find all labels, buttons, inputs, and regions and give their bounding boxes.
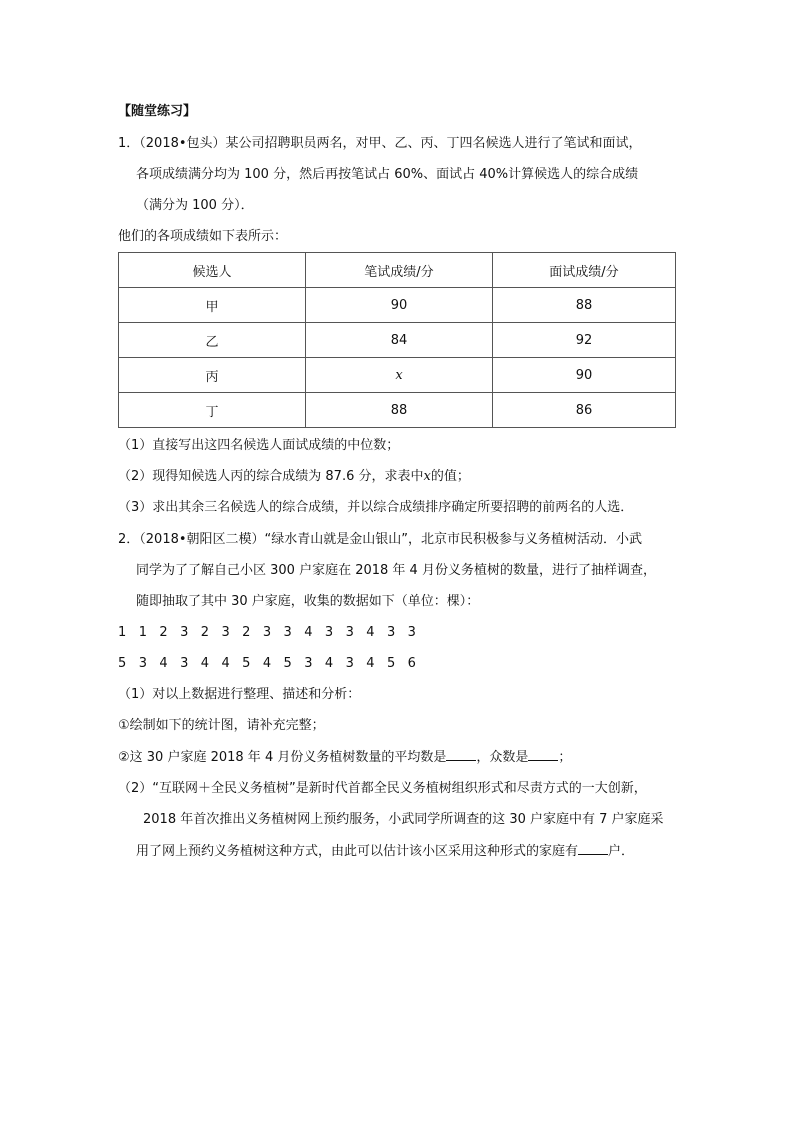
data-value: 3: [386, 625, 396, 640]
table-row: [119, 288, 676, 323]
table-cell: 84: [306, 323, 493, 358]
data-value: 4: [262, 656, 272, 671]
q2-line2: 同学为了了解自己小区 300 户家庭在 2018 年 4 月份义务植树的数量，进行了抽样调查，: [136, 563, 656, 578]
table-cell: 88: [306, 393, 493, 428]
data-value: 2: [200, 625, 210, 640]
q2-line3: 随即抽取了其中 30 户家庭，收集的数据如下（单位：棵）：: [136, 594, 480, 609]
data-value: 2: [242, 625, 251, 640]
q2-item2-text-c: ；: [558, 750, 572, 765]
q1-sub1: （1）直接写出这四名候选人面试成绩的中位数；: [118, 438, 400, 453]
q2-data-row-1: [118, 624, 428, 642]
table-cell: 86: [493, 393, 676, 428]
data-value: 3: [304, 656, 313, 671]
households-answer-blank[interactable]: [578, 842, 608, 855]
data-value: 6: [407, 656, 416, 671]
table-cell: 丙: [119, 358, 306, 393]
q2-sub2-line1: （2）“互联网＋全民义务植树”是新时代首都全民义务植树组织形式和尽责方式的一大创新，: [118, 781, 647, 796]
data-value: 3: [180, 625, 189, 640]
data-value: 5: [386, 656, 396, 671]
table-cell: 88: [493, 288, 676, 323]
q2-sub2-line3: [136, 842, 634, 861]
q2-item2-text-a: ②这 30 户家庭 2018 年 4 月份义务植树数量的平均数是: [118, 750, 447, 765]
table-header-cell: 笔试成绩/分: [306, 253, 493, 288]
q1-sub2-text-b: 的值；: [430, 469, 470, 484]
data-value: 3: [324, 625, 334, 640]
data-value: 3: [180, 656, 189, 671]
data-value: 3: [345, 656, 354, 671]
data-value: 4: [366, 625, 375, 640]
q2-item2-text-b: ，众数是: [476, 750, 529, 765]
data-value: 4: [159, 656, 168, 671]
data-value: 3: [407, 625, 416, 640]
data-value: 2: [159, 625, 168, 640]
table-row: [119, 323, 676, 358]
data-value: 4: [324, 656, 334, 671]
table-cell: 92: [493, 323, 676, 358]
table-header-cell: 面试成绩/分: [493, 253, 676, 288]
q2-sub2-line2: 2018 年首次推出义务植树网上预约服务，小武同学所调查的这 30 户家庭中有 7 户家庭采: [143, 812, 664, 827]
data-value: 1: [118, 625, 127, 640]
q1-sub3: （3）求出其余三名候选人的综合成绩，并以综合成绩排序确定所要招聘的前两名的人选．: [118, 500, 634, 515]
q2-item2: [118, 748, 571, 767]
mode-answer-blank[interactable]: [528, 748, 558, 761]
data-value: 1: [138, 625, 147, 640]
data-value: 4: [200, 656, 210, 671]
q2-sub2-line3-text-b: 户．: [608, 844, 635, 859]
table-cell: 甲: [119, 288, 306, 323]
table-header-row: [119, 253, 676, 288]
q2-item1: ①绘制如下的统计图，请补充完整；: [118, 718, 325, 733]
mean-answer-blank[interactable]: [446, 748, 476, 761]
data-value: 3: [138, 656, 147, 671]
q1-sub2: [118, 468, 470, 486]
q2-sub1: （1）对以上数据进行整理、描述和分析：: [118, 687, 361, 702]
q2-line1: 2．（2018•朝阳区二模）“绿水青山就是金山银山”，北京市民积极参与义务植树活动．小武: [118, 532, 642, 547]
data-value: 3: [283, 625, 292, 640]
table-header-cell: 候选人: [119, 253, 306, 288]
data-value: 5: [242, 656, 251, 671]
q1-line1: 1．（2018•包头）某公司招聘职员两名，对甲、乙、丙、丁四名候选人进行了笔试和面试，: [118, 136, 642, 151]
section-title: 【随堂练习】: [118, 104, 197, 119]
table-cell: 90: [493, 358, 676, 393]
q1-line2: 各项成绩满分均为 100 分，然后再按笔试占 60%、面试占 40%计算候选人的综合成绩: [136, 167, 639, 182]
data-value: 3: [221, 625, 230, 640]
table-row: [119, 358, 676, 393]
scores-table: [118, 252, 676, 428]
data-value: 3: [262, 625, 272, 640]
q1-line3: （满分为 100 分）．: [136, 198, 254, 213]
q2-sub2-line3-text-a: 用了网上预约义务植树这种方式，由此可以估计该小区采用这种形式的家庭有: [136, 844, 579, 859]
table-row: [119, 393, 676, 428]
data-value: 4: [221, 656, 230, 671]
q1-table-intro: 他们的各项成绩如下表所示：: [118, 229, 288, 244]
table-cell: 90: [306, 288, 493, 323]
data-value: 5: [118, 656, 127, 671]
table-cell: x: [306, 358, 493, 393]
data-value: 5: [283, 656, 292, 671]
q1-sub2-text-a: （2）现得知候选人丙的综合成绩为 87.6 分，求表中: [118, 469, 424, 484]
table-cell: 乙: [119, 323, 306, 358]
data-value: 4: [366, 656, 375, 671]
q2-data-row-2: [118, 655, 428, 673]
data-value: 4: [304, 625, 313, 640]
table-cell: 丁: [119, 393, 306, 428]
data-value: 3: [345, 625, 354, 640]
q1-sub2-variable: x: [423, 469, 431, 484]
